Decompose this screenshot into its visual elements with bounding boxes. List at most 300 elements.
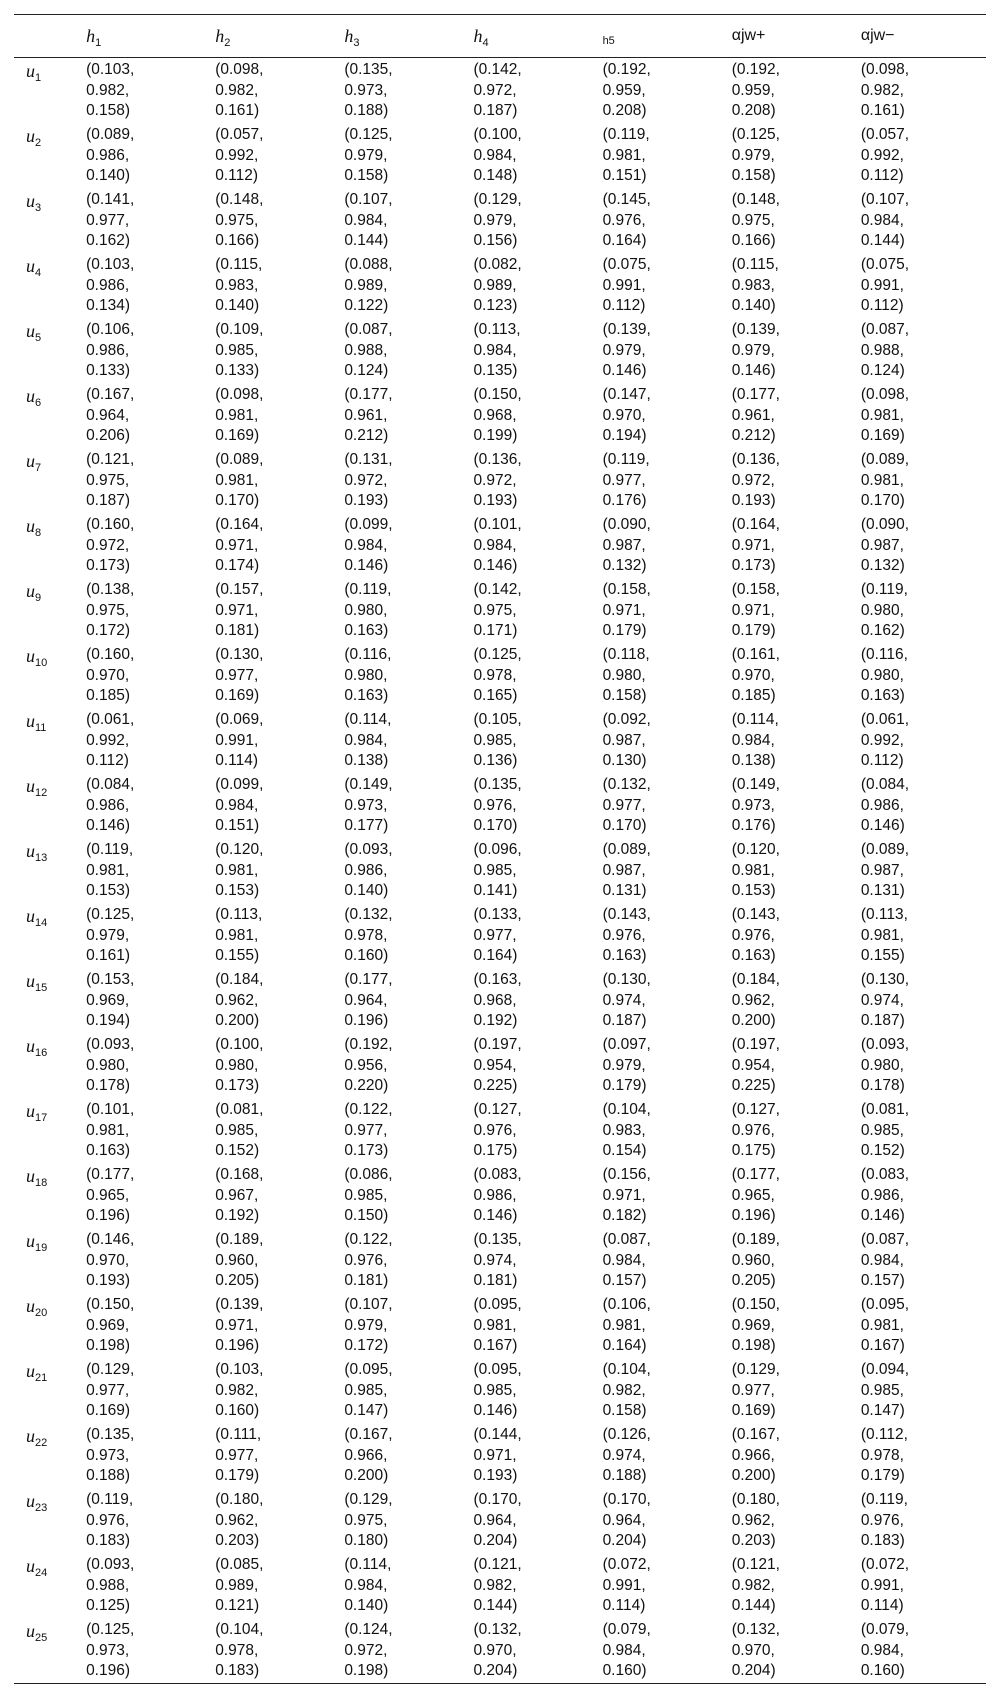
cell-value: 0.973, (86, 1641, 130, 1659)
row-label-symbol: u (26, 321, 35, 341)
cell-number: 0.148 (736, 191, 776, 208)
cell-value: (0.079, (860, 1621, 910, 1638)
cell-number: 0.116 (865, 646, 904, 663)
cell-value: 0.147) (344, 1402, 389, 1420)
cell-number: 0.133 (86, 362, 125, 380)
cell-value: 0.976, (731, 1121, 775, 1139)
cell-value: 0.969, (86, 1316, 130, 1334)
cell-number: 0.158 (344, 167, 384, 185)
table-row (14, 318, 986, 383)
table-cell (211, 643, 340, 708)
table-cell (857, 1553, 986, 1618)
table-row (14, 1358, 986, 1423)
cell-value: 0.960, (731, 1251, 775, 1269)
cell-value: 0.985, (860, 1381, 904, 1399)
cell-value: 0.140) (731, 297, 776, 315)
cell-value: 0.971, (731, 536, 775, 554)
cell-value: (0.057, (215, 126, 264, 143)
cell-value: 0.124) (860, 362, 905, 380)
table-row (14, 1163, 986, 1228)
cell-number: 0.184 (220, 971, 260, 988)
table-cell (728, 1033, 857, 1098)
header-row (14, 15, 986, 58)
cell-value: (0.125, (86, 906, 135, 923)
cell-number: 0.093 (91, 1556, 131, 1573)
cell-value: (0.138, (86, 581, 135, 598)
row-label-subscript: 22 (35, 1437, 48, 1449)
cell-number: 0.140 (344, 1597, 384, 1615)
cell-value: 0.992, (215, 146, 259, 164)
cell-value: (0.085, (215, 1556, 264, 1573)
cell-value: (0.127, (473, 1101, 522, 1118)
cell-number: 0.984 (344, 536, 384, 554)
cell-value: 0.978, (344, 926, 388, 944)
cell-number: 0.986 (86, 341, 125, 359)
cell-number: 0.989 (473, 276, 513, 294)
cell-value: 0.979, (602, 341, 646, 359)
table-row (14, 903, 986, 968)
cell-number: 0.125 (91, 906, 131, 923)
table-cell (599, 578, 728, 643)
cell-value: (0.104, (602, 1101, 651, 1118)
cell-value: 0.164) (473, 947, 518, 965)
cell-value: (0.114, (344, 711, 392, 728)
cell-value: (0.139, (602, 321, 651, 338)
cell-value: (0.168, (215, 1166, 264, 1183)
table-cell (82, 1618, 211, 1684)
table-cell (82, 1293, 211, 1358)
cell-number: 0.984 (344, 211, 384, 229)
cell-value: 0.985, (473, 731, 517, 749)
cell-value: (0.148, (215, 191, 264, 208)
table-cell (469, 838, 598, 903)
cell-number: 0.163 (478, 971, 518, 988)
row-label-symbol: u (26, 906, 35, 926)
cell-value: 0.981, (860, 1316, 904, 1334)
cell-number: 0.187 (473, 102, 513, 120)
cell-value: (0.109, (215, 321, 264, 338)
cell-number: 0.155 (860, 947, 900, 965)
table-cell (599, 1553, 728, 1618)
cell-value: (0.104, (602, 1361, 651, 1378)
cell-number: 0.089 (607, 841, 647, 858)
cell-number: 0.976 (86, 1511, 125, 1529)
cell-value: 0.980, (86, 1056, 130, 1074)
cell-number: 0.181 (344, 1272, 384, 1290)
cell-number: 0.127 (478, 1101, 518, 1118)
cell-number: 0.124 (860, 362, 900, 380)
cell-value: 0.984, (860, 211, 904, 229)
cell-number: 0.121 (736, 1556, 776, 1573)
cell-value: (0.072, (602, 1556, 651, 1573)
cell-value: (0.125, (86, 1621, 135, 1638)
table-cell (469, 448, 598, 513)
cell-value: 0.977, (86, 211, 130, 229)
cell-number: 0.182 (602, 1207, 642, 1225)
cell-value: 0.982, (473, 1576, 517, 1594)
cell-value: 0.208) (602, 102, 647, 120)
cell-number: 0.978 (215, 1641, 254, 1659)
table-cell (599, 188, 728, 253)
cell-number: 0.979 (86, 926, 125, 944)
column-header (469, 15, 598, 58)
cell-number: 0.113 (478, 321, 517, 338)
cell-number: 0.129 (91, 1361, 131, 1378)
cell-value: 0.981, (86, 1121, 130, 1139)
cell-value: 0.973, (344, 81, 388, 99)
table-cell (82, 448, 211, 513)
table-cell (211, 448, 340, 513)
cell-number: 0.981 (860, 926, 900, 944)
table-cell (211, 383, 340, 448)
cell-number: 0.177 (91, 1166, 131, 1183)
cell-number: 0.178 (860, 1077, 900, 1095)
cell-number: 0.161 (736, 646, 776, 663)
cell-value: (0.192, (731, 61, 780, 78)
cell-value: 0.162) (86, 232, 131, 250)
table-cell (82, 123, 211, 188)
table-cell (469, 58, 598, 124)
cell-number: 0.174 (215, 557, 254, 575)
cell-value: 0.160) (344, 947, 389, 965)
cell-value: 0.987, (602, 731, 646, 749)
cell-value: 0.170) (473, 817, 518, 835)
cell-number: 0.142 (478, 581, 518, 598)
cell-number: 0.196 (86, 1207, 125, 1225)
cell-value: 0.203) (731, 1532, 776, 1550)
cell-value: 0.151) (602, 167, 647, 185)
row-label (14, 773, 82, 838)
cell-value: 0.157) (860, 1272, 905, 1290)
cell-value: (0.139, (731, 321, 780, 338)
cell-value: (0.133, (473, 906, 522, 923)
table-cell (857, 1228, 986, 1293)
table-cell (599, 1033, 728, 1098)
cell-value: 0.988, (860, 341, 904, 359)
table-cell (340, 773, 469, 838)
table-cell (857, 903, 986, 968)
table-cell (857, 773, 986, 838)
cell-number: 0.069 (220, 711, 260, 728)
table-cell (599, 383, 728, 448)
cell-number: 0.986 (86, 276, 125, 294)
row-label (14, 123, 82, 188)
cell-number: 0.146 (344, 557, 384, 575)
cell-number: 0.119 (607, 451, 646, 468)
cell-value: 0.985, (215, 341, 259, 359)
cell-number: 0.964 (602, 1511, 642, 1529)
table-cell (728, 903, 857, 968)
table-cell (469, 383, 598, 448)
cell-number: 0.150 (344, 1207, 384, 1225)
cell-value: (0.106, (86, 321, 135, 338)
cell-number: 0.158 (602, 687, 642, 705)
cell-value: 0.140) (344, 882, 389, 900)
cell-value: 0.179) (860, 1467, 905, 1485)
cell-value: 0.968, (473, 406, 517, 424)
cell-value: (0.115, (215, 256, 263, 273)
cell-number: 0.114 (602, 1597, 641, 1615)
cell-number: 0.138 (731, 752, 771, 770)
cell-value: 0.144) (860, 232, 905, 250)
cell-number: 0.146 (473, 1207, 513, 1225)
cell-number: 0.984 (602, 1251, 642, 1269)
cell-number: 0.965 (86, 1186, 125, 1204)
cell-value: 0.163) (602, 947, 647, 965)
cell-number: 0.132 (602, 557, 642, 575)
cell-number: 0.167 (91, 386, 131, 403)
cell-number: 0.977 (86, 1381, 125, 1399)
cell-value: 0.140) (344, 1597, 389, 1615)
cell-number: 0.978 (473, 666, 513, 684)
cell-number: 0.167 (473, 1337, 513, 1355)
column-header: αjw+ (728, 15, 857, 58)
cell-number: 0.161 (215, 102, 254, 120)
cell-number: 0.120 (736, 841, 776, 858)
cell-value: 0.960, (215, 1251, 259, 1269)
cell-number: 0.106 (91, 321, 131, 338)
cell-value: (0.103, (86, 61, 135, 78)
table-cell (469, 1098, 598, 1163)
cell-number: 0.112 (865, 1426, 904, 1443)
cell-number: 0.973 (86, 1641, 125, 1659)
cell-value: 0.984, (344, 731, 388, 749)
cell-value: 0.192) (215, 1207, 260, 1225)
cell-value: 0.173) (344, 1142, 389, 1160)
row-label (14, 1553, 82, 1618)
cell-value: (0.098, (215, 386, 264, 403)
table-cell (340, 1228, 469, 1293)
cell-value: (0.072, (860, 1556, 910, 1573)
cell-value: 0.112) (860, 752, 904, 770)
cell-number: 0.133 (215, 362, 254, 380)
cell-number: 0.090 (607, 516, 647, 533)
cell-number: 0.985 (860, 1121, 900, 1139)
cell-value: 0.982, (215, 81, 259, 99)
table-cell (211, 318, 340, 383)
cell-number: 0.142 (478, 61, 518, 78)
table-cell (469, 903, 598, 968)
cell-value: 0.169) (215, 427, 260, 445)
cell-number: 0.082 (478, 256, 518, 273)
cell-number: 0.956 (344, 1056, 384, 1074)
cell-number: 0.112 (86, 752, 124, 770)
cell-value: 0.954, (473, 1056, 517, 1074)
table-cell (728, 578, 857, 643)
cell-number: 0.987 (602, 731, 642, 749)
cell-value: (0.121, (86, 451, 135, 468)
cell-number: 0.981 (215, 861, 254, 879)
cell-number: 0.089 (865, 451, 905, 468)
cell-number: 0.147 (344, 1402, 384, 1420)
cell-number: 0.971 (473, 1446, 513, 1464)
cell-number: 0.985 (344, 1186, 384, 1204)
cell-value: 0.146) (731, 362, 776, 380)
cell-value: (0.160, (86, 646, 135, 663)
cell-number: 0.079 (607, 1621, 647, 1638)
cell-value: 0.987, (860, 536, 904, 554)
cell-number: 0.119 (607, 126, 646, 143)
cell-number: 0.093 (91, 1036, 131, 1053)
cell-number: 0.992 (215, 146, 254, 164)
cell-number: 0.987 (860, 861, 900, 879)
cell-number: 0.084 (865, 776, 905, 793)
table-cell (340, 513, 469, 578)
cell-value: 0.984, (602, 1251, 646, 1269)
cell-value: (0.119, (344, 581, 392, 598)
cell-number: 0.189 (220, 1231, 260, 1248)
cell-value: 0.135) (473, 362, 518, 380)
cell-value: 0.979, (731, 341, 775, 359)
cell-value: 0.158) (344, 167, 389, 185)
cell-value: 0.150) (344, 1207, 389, 1225)
cell-value: (0.197, (473, 1036, 522, 1053)
cell-number: 0.111 (220, 1426, 257, 1443)
cell-value: 0.176) (731, 817, 776, 835)
cell-number: 0.105 (478, 711, 518, 728)
cell-number: 0.112 (215, 167, 253, 185)
table-cell (340, 838, 469, 903)
cell-number: 0.094 (865, 1361, 905, 1378)
cell-number: 0.163 (86, 1142, 125, 1160)
cell-value: (0.082, (473, 256, 522, 273)
cell-number: 0.175 (473, 1142, 513, 1160)
row-label (14, 448, 82, 513)
cell-value: 0.971, (473, 1446, 517, 1464)
cell-value: 0.976, (344, 1251, 388, 1269)
table-cell (340, 968, 469, 1033)
cell-value: 0.158) (602, 687, 647, 705)
cell-value: (0.075, (860, 256, 910, 273)
cell-value: 0.114) (602, 1597, 646, 1615)
cell-number: 0.145 (607, 191, 647, 208)
cell-number: 0.192 (736, 61, 776, 78)
document-page (14, 14, 986, 1684)
cell-number: 0.179 (215, 1467, 254, 1485)
cell-number: 0.977 (473, 926, 513, 944)
cell-value: 0.976, (602, 926, 646, 944)
cell-number: 0.112 (860, 297, 899, 315)
cell-number: 0.198 (86, 1337, 125, 1355)
table-cell (728, 1423, 857, 1488)
cell-value: 0.208) (731, 102, 776, 120)
cell-number: 0.127 (736, 1101, 776, 1118)
cell-number: 0.095 (478, 1361, 518, 1378)
cell-number: 0.991 (860, 1576, 900, 1594)
table-cell (82, 1228, 211, 1293)
table-cell (599, 253, 728, 318)
cell-number: 0.981 (860, 406, 900, 424)
cell-number: 0.090 (865, 516, 905, 533)
cell-value: (0.088, (344, 256, 393, 273)
table-cell (211, 1358, 340, 1423)
cell-value: 0.983, (602, 1121, 646, 1139)
cell-number: 0.984 (860, 1251, 900, 1269)
cell-number: 0.121 (478, 1556, 518, 1573)
cell-value: (0.189, (215, 1231, 264, 1248)
cell-value: 0.196) (86, 1207, 131, 1225)
column-header: h5 (599, 15, 728, 58)
table-cell (728, 253, 857, 318)
cell-number: 0.977 (86, 211, 125, 229)
cell-value: 0.136) (473, 752, 518, 770)
cell-number: 0.087 (607, 1231, 647, 1248)
table-cell (728, 708, 857, 773)
row-label-subscript: 7 (35, 462, 42, 474)
cell-number: 0.981 (86, 861, 125, 879)
row-label-subscript: 8 (35, 527, 42, 539)
cell-number: 0.975 (344, 1511, 384, 1529)
cell-number: 0.103 (91, 61, 131, 78)
table-cell (211, 968, 340, 1033)
cell-value: 0.967, (215, 1186, 259, 1204)
cell-value: 0.968, (473, 991, 517, 1009)
cell-value: 0.140) (215, 297, 260, 315)
cell-number: 0.197 (736, 1036, 776, 1053)
cell-number: 0.192 (349, 1036, 389, 1053)
row-label-symbol: u (26, 646, 35, 666)
cell-number: 0.181 (473, 1272, 513, 1290)
cell-number: 0.978 (860, 1446, 900, 1464)
cell-number: 0.156 (607, 1166, 647, 1183)
table-cell (211, 1423, 340, 1488)
table-cell (599, 448, 728, 513)
cell-value: (0.167, (344, 1426, 393, 1443)
cell-value: (0.177, (731, 1166, 780, 1183)
cell-value: 0.964, (602, 1511, 646, 1529)
cell-number: 0.984 (473, 146, 513, 164)
cell-number: 0.152 (860, 1142, 900, 1160)
cell-number: 0.969 (86, 1316, 125, 1334)
cell-number: 0.954 (731, 1056, 771, 1074)
cell-value: 0.205) (731, 1272, 776, 1290)
cell-number: 0.986 (86, 796, 125, 814)
cell-value: 0.961, (731, 406, 775, 424)
cell-number: 0.205 (215, 1272, 254, 1290)
cell-number: 0.961 (344, 406, 384, 424)
table-row (14, 838, 986, 903)
table-cell (340, 188, 469, 253)
cell-number: 0.153 (86, 882, 125, 900)
cell-number: 0.976 (860, 1511, 900, 1529)
row-label-symbol: u (26, 1556, 35, 1576)
cell-number: 0.973 (344, 81, 384, 99)
cell-value: 0.989, (215, 1576, 259, 1594)
cell-number: 0.981 (215, 926, 254, 944)
cell-value: (0.150, (731, 1296, 780, 1313)
cell-number: 0.147 (607, 386, 647, 403)
cell-number: 0.089 (91, 126, 131, 143)
cell-value: (0.127, (731, 1101, 780, 1118)
cell-number: 0.144 (731, 1597, 771, 1615)
table-cell (728, 838, 857, 903)
cell-value: 0.169) (86, 1402, 131, 1420)
cell-number: 0.193 (731, 492, 771, 510)
cell-value: 0.187) (602, 1012, 647, 1030)
cell-number: 0.192 (215, 1207, 254, 1225)
cell-value: (0.089, (860, 841, 910, 858)
cell-value: (0.130, (860, 971, 910, 988)
table-cell (857, 318, 986, 383)
cell-value: (0.150, (86, 1296, 135, 1313)
cell-value: (0.100, (473, 126, 522, 143)
cell-number: 0.981 (860, 1316, 900, 1334)
cell-value: 0.188) (602, 1467, 647, 1485)
cell-value: 0.984, (860, 1641, 904, 1659)
row-label-subscript: 6 (35, 397, 42, 409)
cell-number: 0.144 (860, 232, 900, 250)
cell-value: 0.965, (86, 1186, 130, 1204)
